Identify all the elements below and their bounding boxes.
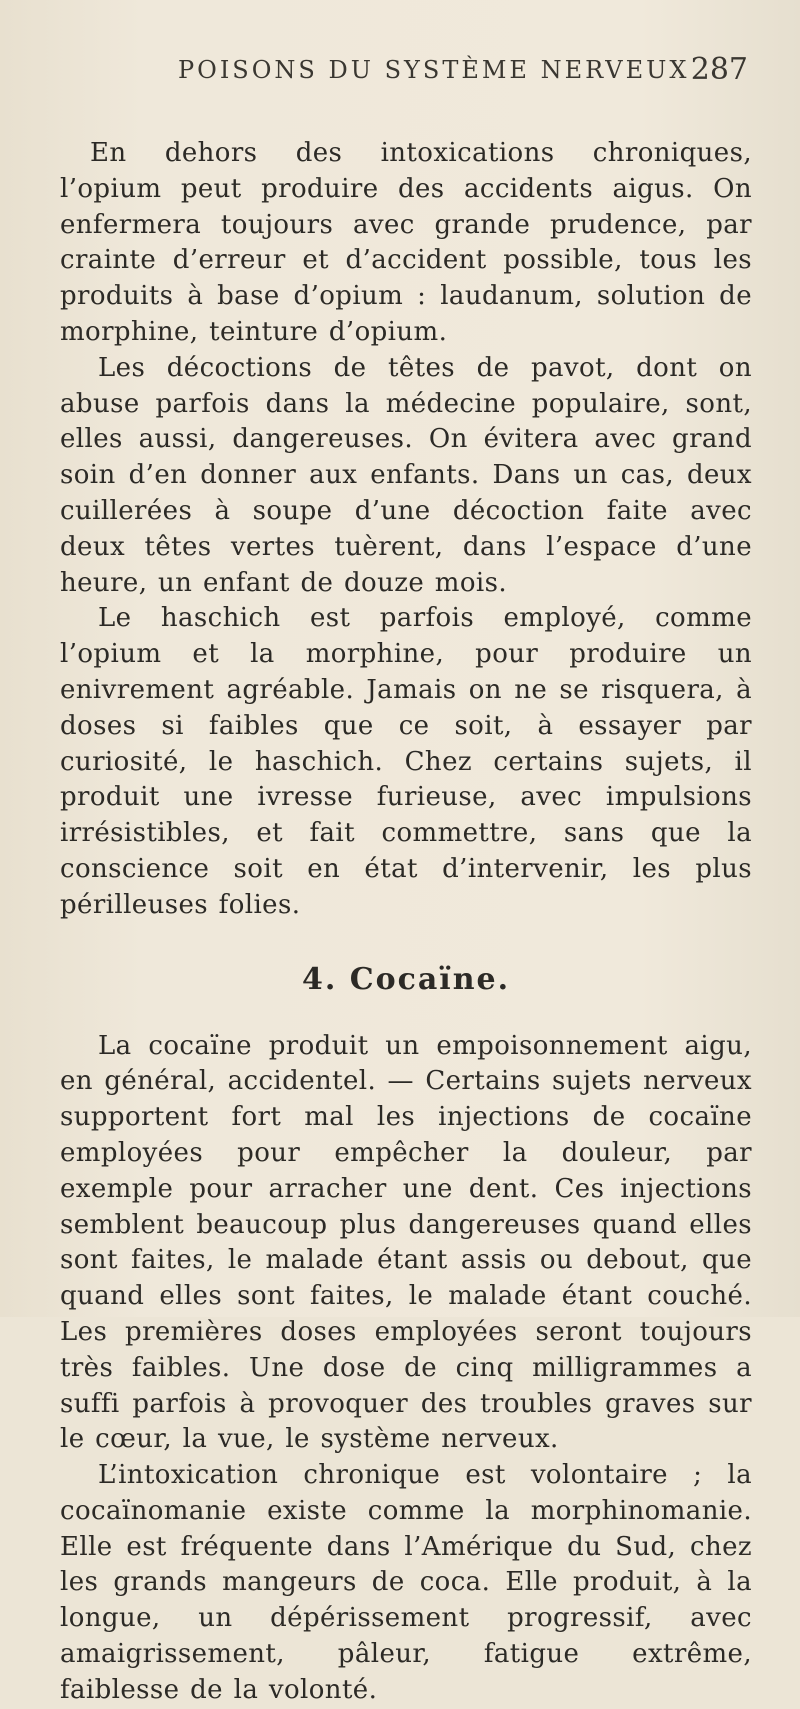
paragraph-opium-accidents: En dehors des intoxications chroniques, l’opium peut produire des accidents aigus. On enfermera toujours avec grande prudence, par crainte d’erreur et d’accident possible, tous les produits à base d’opium : laudanum, solution de morphine, teinture d’opium. <box>60 138 752 347</box>
body-text <box>60 136 752 1709</box>
paragraph-cocaine-acute: La cocaïne produit un empoisonnement aigu, en général, accidentel. — Certains sujets nerveux supportent fort mal les injections de cocaïne employées pour empêcher la douleur, par exemple pour arracher une dent. Ces injections semblent beaucoup plus dangereuses quand elles sont faites, le malade étant assis ou debout, que quand elles sont faites, le malade étant couché. Les premières doses employées seront toujours très faibles. Une dose de cinq milligrammes a suffi parfois à provoquer des troubles graves sur le cœur, la vue, le système nerveux. <box>60 1030 752 1455</box>
paragraph-pavot: Les décoctions de têtes de pavot, dont on abuse parfois dans la médecine populaire, sont, elles aussi, dangereuses. On évitera avec grand soin d’en donner aux enfants. Dans un cas, deux cuillerées à soupe d’une décoction faite avec deux têtes vertes tuèrent, dans l’espace d’une heure, un enfant de douze mois. <box>60 352 752 598</box>
section-heading-cocaine: 4. Cocaïne. <box>301 961 511 997</box>
running-head <box>60 52 752 92</box>
running-title: POISONS DU SYSTÈME NERVEUX <box>178 56 690 84</box>
page-number: 287 <box>690 52 748 87</box>
paragraph-cocaine-chronic: L’intoxication chronique est volontaire ; la cocaïnomanie existe comme la morphinomanie. Elle est fréquente dans l’Amérique du Sud, chez les grands mangeurs de coca. Elle produit, à la longue, un dépérissement progressif, avec amaigrissement, pâleur, fatigue extrême, faiblesse de la volonté. <box>60 1460 752 1705</box>
paragraph-haschich: Le haschich est parfois employé, comme l’opium et la morphine, pour produire un enivrement agréable. Jamais on ne se risquera, à doses si faibles que ce soit, à essayer par curiosité, le haschich. Chez certains sujets, il produit une ivresse furieuse, avec impulsions irrésistibles, et fait commettre, sans que la conscience soit en état d’intervenir, les plus périlleuses folies. <box>60 603 752 920</box>
